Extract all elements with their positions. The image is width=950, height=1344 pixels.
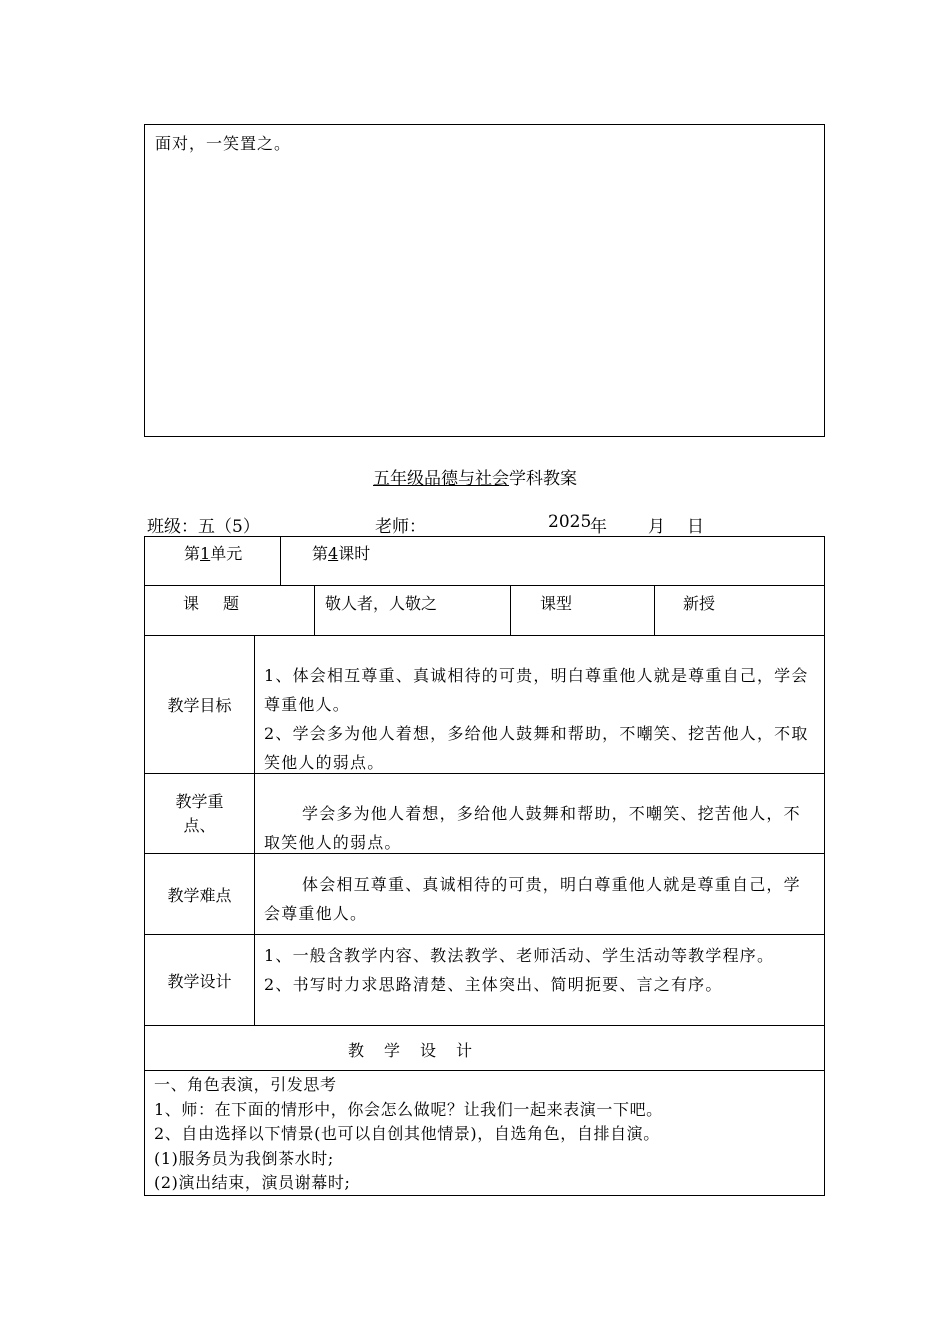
design-content-cell [254,934,825,1026]
title-rest: 学科教案 [509,469,577,489]
design-label-cell [144,934,255,1026]
design-header: 教 学 设 计 [348,1041,475,1060]
type-label: 课型 [540,594,573,613]
topic-value: 敬人者，人敬之 [325,594,438,613]
difficulties-content-cell [254,853,825,935]
body-line: 一、角色表演，引发思考 [154,1075,337,1094]
type-value: 新授 [683,594,716,613]
day-unit: 日 [687,517,704,537]
body-line: (1)服务员为我倒茶水时; [154,1148,334,1168]
difficulties-label-cell [144,853,255,935]
goals-line-1: 1、体会相互尊重、真诚相待的可贵，明白尊重他人就是尊重自己，学会尊重他人。 [264,666,809,714]
title-subject: 五年级品德与社会 [373,469,509,489]
type-label-cell [510,585,655,636]
design-header-cell [144,1025,825,1071]
design-label: 教学设计 [167,971,232,991]
key-points-label-cell [144,773,255,854]
key-points-text: 学会多为他人着想，多给他人鼓舞和帮助，不嘲笑、挖苦他人，不取笑他人的弱点。 [264,804,801,852]
year-value: 2025 [548,512,592,532]
page-title [0,464,950,489]
unit-cell [144,536,281,586]
key-points-content-cell [254,773,825,854]
lesson-cell [280,536,825,586]
previous-content-text: 面对，一笑置之。 [155,134,292,153]
body-line: 2、自由选择以下情景(也可以自创其他情景)，自选角色，自排自演。 [154,1124,660,1143]
year-unit: 年 [590,517,607,537]
goals-content-cell [254,635,825,774]
unit-number: 1 [200,544,211,563]
design-body-cell [144,1070,825,1196]
body-line: (2)演出结束，演员谢幕时; [154,1173,351,1192]
lesson-suffix: 课时 [338,544,371,563]
goals-line-2: 2、学会多为他人着想，多给他人鼓舞和帮助，不嘲笑、挖苦他人，不取笑他人的弱点。 [264,724,809,772]
design-line-1: 1、一般含教学内容、教法教学、老师活动、学生活动等教学程序。 [264,946,775,965]
goals-label: 教学目标 [167,696,232,715]
topic-label-cell [144,585,315,636]
topic-label: 课 题 [183,594,244,613]
class-label: 班级：五（5） [147,517,260,537]
previous-content-box [144,124,825,437]
topic-value-cell [314,585,511,636]
lesson-prefix: 第 [312,544,329,563]
teacher-label: 老师： [375,517,426,537]
unit-prefix: 第 [184,544,201,563]
difficulties-text: 体会相互尊重、真诚相待的可贵，明白尊重他人就是尊重自己，学会尊重他人。 [264,875,801,923]
unit-suffix: 单元 [210,544,243,563]
body-line: 1、师：在下面的情形中，你会怎么做呢？让我们一起来表演一下吧。 [154,1099,663,1119]
type-value-cell [654,585,825,636]
key-points-label: 教学重点、 [175,791,224,835]
design-line-2: 2、书写时力求思路清楚、主体突出、简明扼要、言之有序。 [264,975,723,994]
difficulties-label: 教学难点 [167,885,232,905]
lesson-number: 4 [328,544,339,563]
info-line [147,512,827,536]
goals-label-cell [144,635,255,774]
month-unit: 月 [648,517,665,537]
